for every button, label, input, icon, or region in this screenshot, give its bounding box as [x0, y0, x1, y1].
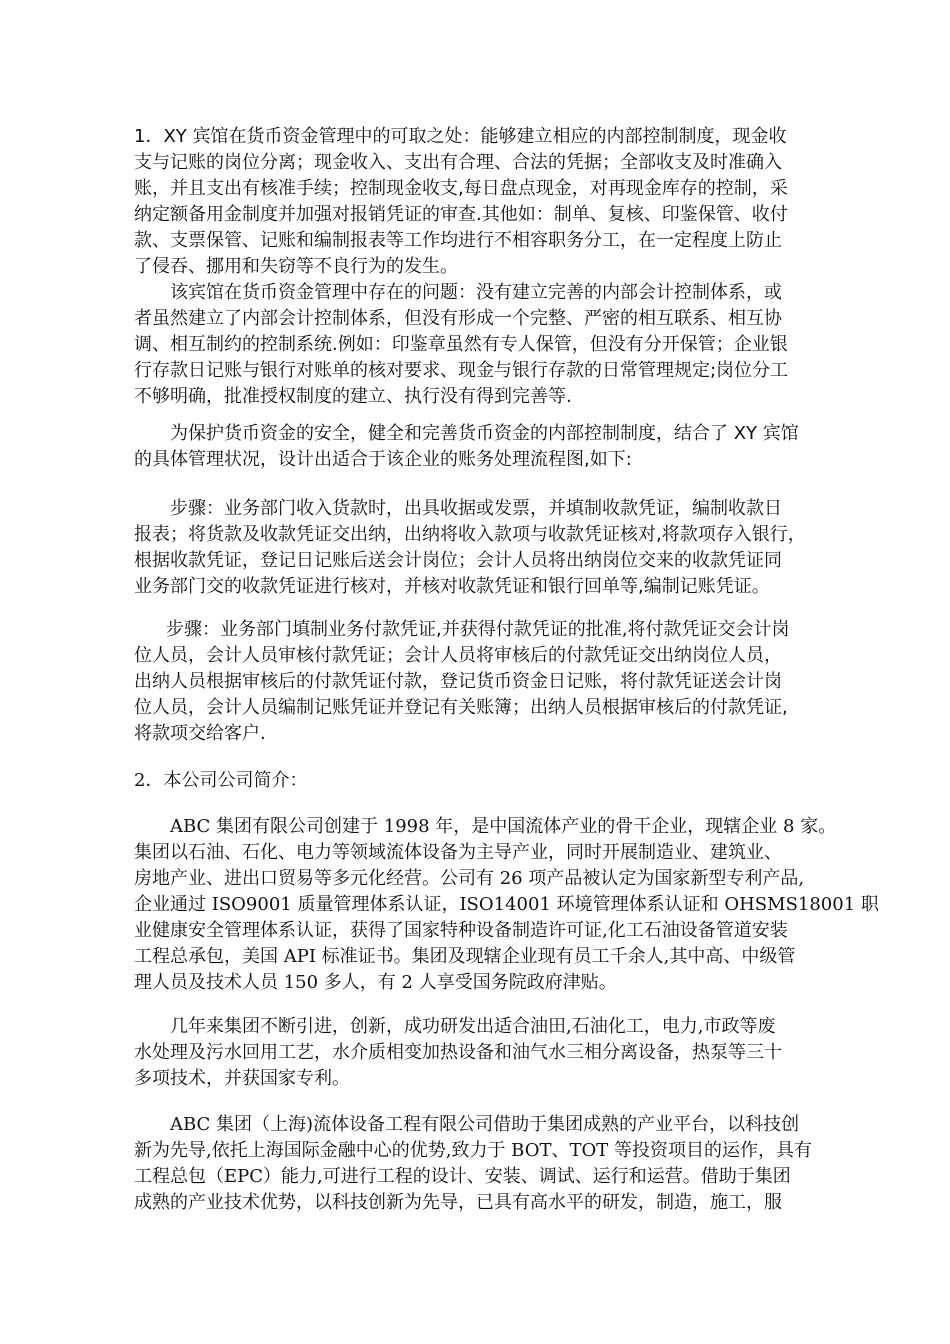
text-line: 理人员及技术人员 150 多人，有 2 人享受国务院政府津贴。 [134, 972, 617, 993]
text-line: 调、相互制约的控制系统.例如：印鉴章虽然有专人保管，但没有分开保管；企业银 [134, 334, 788, 355]
text-line: 新为先导,依托上海国际金融中心的优势,致力于 BOT、TOT 等投资项目的运作，具有 [134, 1140, 812, 1161]
text-line: 多项技术，并获国家专利。 [134, 1068, 350, 1089]
text-line: 房地产业、进出口贸易等多元化经营。公司有 26 项产品被认定为国家新型专利产品, [134, 868, 805, 889]
text-line: 为保护货币资金的安全，健全和完善货币资金的内部控制制度，结合了 XY 宾馆 [170, 423, 799, 444]
text-line: 账，并且支出有核准手续；控制现金收支,每日盘点现金，对再现金库存的控制，采 [134, 178, 788, 199]
text-line: 成熟的产业技术优势，以科技创新为先导，已具有高水平的研发，制造，施工，服 [134, 1192, 782, 1213]
text-line: 报表；将货款及收款凭证交出纳，出纳将收入款项与收款凭证核对,将款项存入银行， [134, 524, 806, 545]
text-line: 企业通过 ISO9001 质量管理体系认证，ISO14001 环境管理体系认证和 OHSMS18001 职 [134, 894, 879, 915]
text-line: 该宾馆在货币资金管理中存在的问题：没有建立完善的内部会计控制体系，或 [170, 282, 782, 303]
text-line: ABC 集团（上海)流体设备工程有限公司借助于集团成熟的产业平台，以科技创 [170, 1114, 800, 1135]
text-line: 将款项交给客户. [134, 723, 266, 744]
text-line: 工程总承包，美国 API 标准证书。集团及现辖企业现有员工千余人,其中高、中级管 [134, 946, 796, 967]
text-line: 业健康安全管理体系认证，获得了国家特种设备制造许可证,化工石油设备管道安装 [134, 920, 788, 941]
text-line: 集团以石油、石化、电力等领域流体设备为主导产业，同时开展制造业、建筑业、 [134, 842, 782, 863]
text-line: 1．XY 宾馆在货币资金管理中的可取之处：能够建立相应的内部控制制度，现金收 [134, 126, 787, 147]
text-line: 支与记账的岗位分离；现金收入、支出有合理、合法的凭据；全部收支及时准确入 [134, 152, 782, 173]
text-line: 行存款日记账与银行对账单的核对要求、现金与银行存款的日常管理规定;岗位分工 [134, 360, 789, 381]
text-line: 工程总包（EPC）能力,可进行工程的设计、安装、调试、运行和运营。借助于集团 [134, 1166, 791, 1187]
text-line: 业务部门交的收款凭证进行核对，并核对收款凭证和银行回单等,编制记账凭证。 [134, 576, 770, 597]
text-line: 不够明确，批准授权制度的建立、执行没有得到完善等. [134, 386, 572, 407]
section-heading: 2．本公司公司简介： [134, 770, 308, 791]
text-line: 步骤：业务部门收入货款时，出具收据或发票，并填制收款凭证，编制收款日 [170, 498, 782, 519]
text-line: 几年来集团不断引进，创新，成功研发出适合油田,石油化工，电力,市政等废 [170, 1016, 776, 1037]
text-line: 出纳人员根据审核后的付款凭证付款，登记货币资金日记账，将付款凭证送会计岗 [134, 671, 782, 692]
text-line: 了侵吞、挪用和失窃等不良行为的发生。 [134, 256, 458, 277]
text-line: 者虽然建立了内部会计控制体系，但没有形成一个完整、严密的相互联系、相互协 [134, 308, 782, 329]
text-line: 款、支票保管、记账和编制报表等工作均进行不相容职务分工，在一定程度上防止 [134, 230, 782, 251]
text-line: 位人员，会计人员编制记账凭证并登记有关账簿；出纳人员根据审核后的付款凭证, [134, 697, 788, 718]
text-line: 步骤：业务部门填制业务付款凭证,并获得付款凭证的批准,将付款凭证交会计岗 [166, 619, 790, 640]
text-line: 的具体管理状况，设计出适合于该企业的账务处理流程图,如下: [134, 449, 632, 470]
text-line: 位人员，会计人员审核付款凭证；会计人员将审核后的付款凭证交出纳岗位人员， [134, 645, 782, 666]
text-line: 水处理及污水回用工艺，水介质相变加热设备和油气水三相分离设备，热泵等三十 [134, 1042, 782, 1063]
text-line: 根据收款凭证，登记日记账后送会计岗位；会计人员将出纳岗位交来的收款凭证同 [134, 550, 782, 571]
text-line: 纳定额备用金制度并加强对报销凭证的审查.其他如：制单、复核、印鉴保管、收付 [134, 204, 788, 225]
text-line: ABC 集团有限公司创建于 1998 年，是中国流体产业的骨干企业，现辖企业 8 家。 [170, 816, 837, 837]
